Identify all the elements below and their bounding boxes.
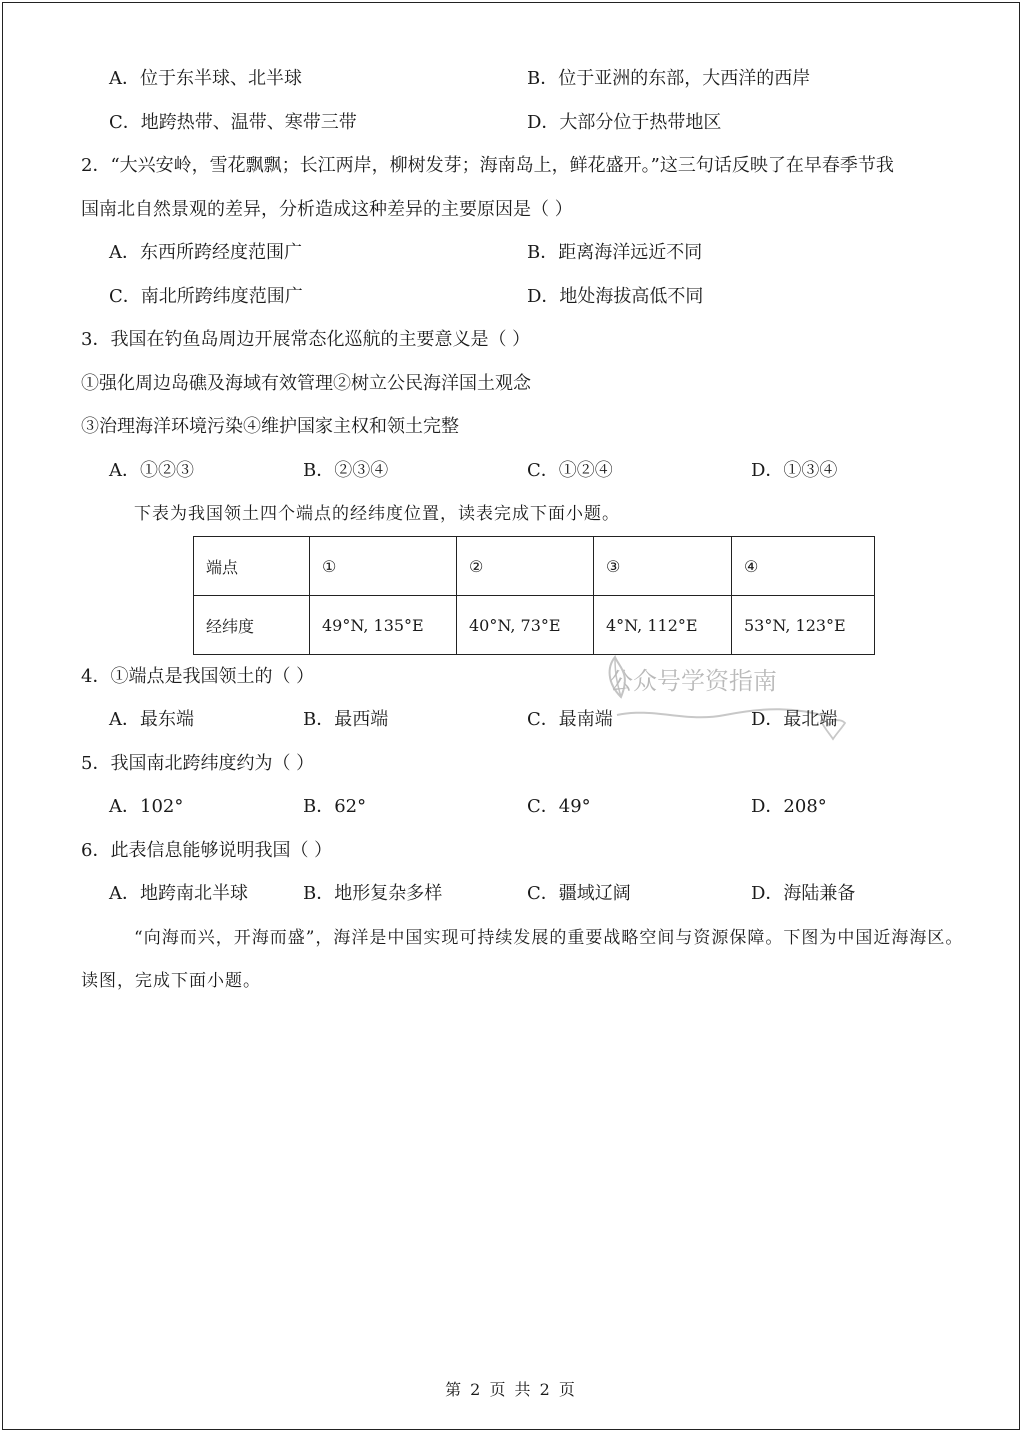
q4-option-b: B．最西端 [303,709,389,730]
q3-statements-2: ③治理海洋环境污染④维护国家主权和领土完整 [81,416,459,437]
q1-option-a: A．位于东半球、北半球 [109,68,302,89]
q6-option-d: D．海陆兼备 [751,883,856,904]
q5-option-d: D．208° [751,796,827,817]
q3-option-a: A．①②③ [109,460,194,481]
q3-option-b: B．②③④ [303,460,389,481]
q3-option-c: C．①②④ [527,460,613,481]
q2-stem-line2: 国南北自然景观的差异，分析造成这种差异的主要原因是（ ） [81,199,573,220]
q4-option-d: D．最北端 [751,709,838,730]
passage-line2: 读图，完成下面小题。 [81,971,261,991]
table-cell: ① [310,537,457,596]
table-cell: 49°N, 135°E [310,596,457,655]
q4-option-c: C．最南端 [527,709,613,730]
q6-option-b: B．地形复杂多样 [303,883,443,904]
q3-stem: 3．我国在钓鱼岛周边开展常态化巡航的主要意义是（ ） [81,329,531,350]
q2-option-a: A．东西所跨经度范围广 [109,242,302,263]
table-intro: 下表为我国领土四个端点的经纬度位置，读表完成下面小题。 [134,504,620,524]
table-row [194,596,875,655]
table-cell: ② [457,537,594,596]
q3-option-d: D．①③④ [751,460,838,481]
q5-option-c: C．49° [527,796,591,817]
extreme-points-table [193,536,875,655]
table-cell: 端点 [194,537,310,596]
table-cell: 4°N, 112°E [594,596,732,655]
table-cell: 53°N, 123°E [732,596,875,655]
q2-option-c: C．南北所跨纬度范围广 [109,286,303,307]
exam-page [2,2,1020,1430]
q1-option-d: D．大部分位于热带地区 [527,112,722,133]
q5-option-b: B．62° [303,796,367,817]
q5-stem: 5．我国南北跨纬度约为（ ） [81,753,315,774]
q2-option-d: D．地处海拔高低不同 [527,286,704,307]
table-cell: ③ [594,537,732,596]
q5-option-a: A．102° [109,796,184,817]
passage-line1: “向海而兴，开海而盛”，海洋是中国实现可持续发展的重要战略空间与资源保障。下图为中国近海海区。 [134,928,964,948]
table-cell: ④ [732,537,875,596]
q6-option-a: A．地跨南北半球 [109,883,248,904]
q1-option-b: B．位于亚洲的东部，大西洋的西岸 [527,68,811,89]
page-footer: 第 2 页 共 2 页 [445,1380,577,1399]
table-cell: 经纬度 [194,596,310,655]
table-header-row [194,537,875,596]
q3-statements-1: ①强化周边岛礁及海域有效管理②树立公民海洋国土观念 [81,373,531,394]
q4-stem: 4．①端点是我国领土的（ ） [81,666,315,687]
table-cell: 40°N, 73°E [457,596,594,655]
watermark-text: 公众号学资指南 [609,667,777,695]
q6-option-c: C．疆域辽阔 [527,883,631,904]
q4-option-a: A．最东端 [109,709,194,730]
q2-option-b: B．距离海洋远近不同 [527,242,703,263]
q1-option-c: C．地跨热带、温带、寒带三带 [109,112,357,133]
q2-stem-line1: 2．“大兴安岭，雪花飘飘；长江两岸，柳树发芽；海南岛上，鲜花盛开。”这三句话反映了在早春季节我 [81,155,894,176]
q6-stem: 6．此表信息能够说明我国（ ） [81,840,333,861]
